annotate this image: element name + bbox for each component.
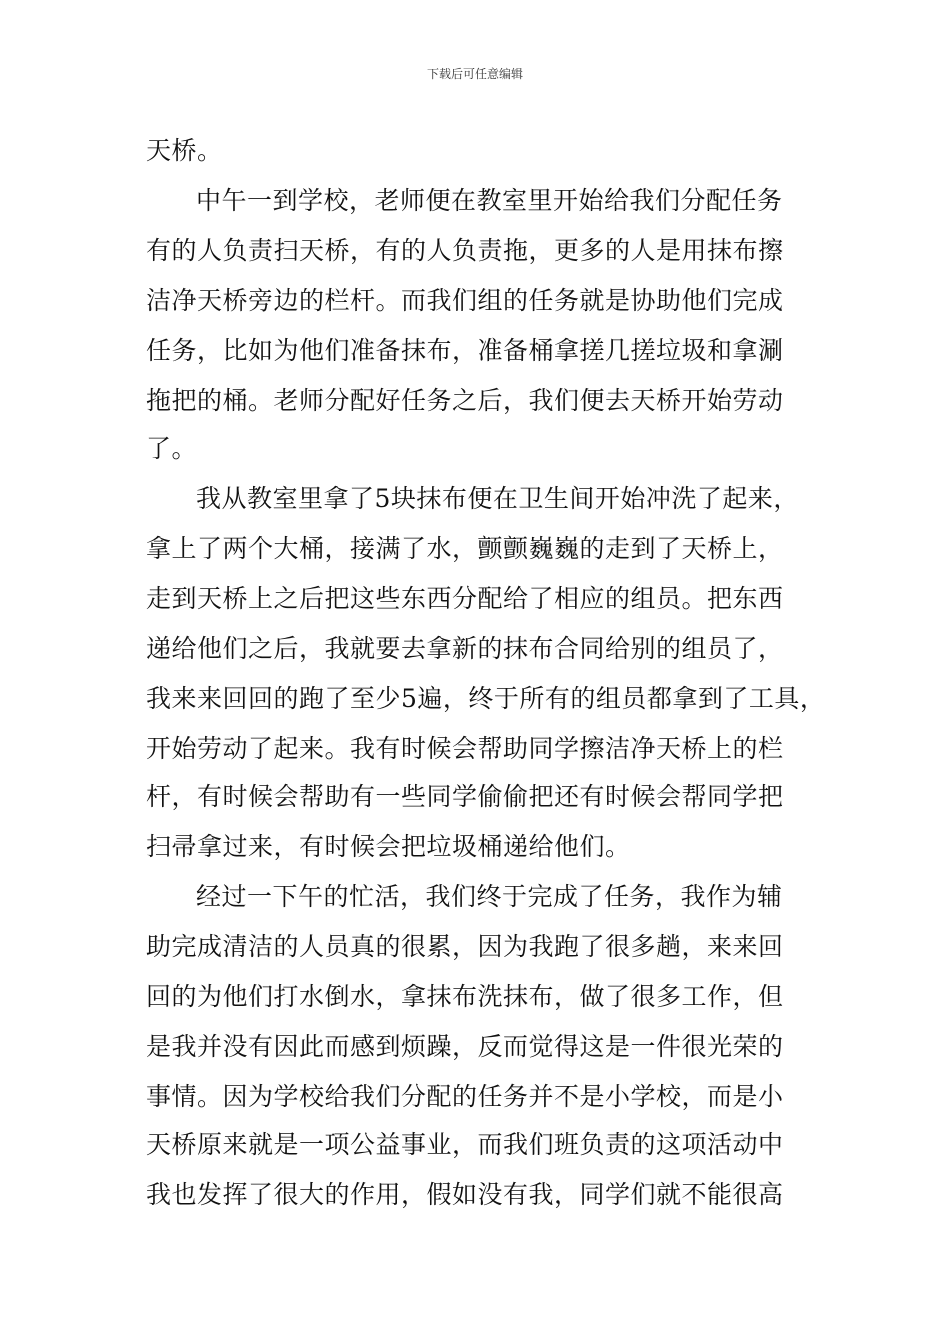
page-header: 下载后可任意编辑 <box>426 67 523 81</box>
text-line: 我来来回回的跑了至少5遍，终于所有的组员都拿到了工具， <box>146 684 826 713</box>
paragraph-first-line: 我从教室里拿了5块抹布便在卫生间开始冲洗了起来， <box>196 484 799 513</box>
text-line: 回的为他们打水倒水，拿抹布洗抹布，做了很多工作，但 <box>146 982 784 1011</box>
text-line: 拿上了两个大桶，接满了水，颤颤巍巍的走到了天桥上， <box>146 534 784 563</box>
text-line: 天桥原来就是一项公益事业，而我们班负责的这项活动中 <box>146 1130 784 1159</box>
text-line: 拖把的桶。老师分配好任务之后，我们便去天桥开始劳动 <box>146 386 784 415</box>
text-line: 天桥。 <box>146 136 223 165</box>
text-line: 递给他们之后，我就要去拿新的抹布合同给别的组员了， <box>146 634 784 663</box>
text-line: 助完成清洁的人员真的很累，因为我跑了很多趟，来来回 <box>146 932 784 961</box>
text-line: 我也发挥了很大的作用，假如没有我，同学们就不能很高 <box>146 1180 784 1209</box>
text-line: 是我并没有因此而感到烦躁，反而觉得这是一件很光荣的 <box>146 1032 784 1061</box>
text-line: 任务，比如为他们准备抹布，准备桶拿搓几搓垃圾和拿涮 <box>146 336 784 365</box>
text-line: 事情。因为学校给我们分配的任务并不是小学校，而是小 <box>146 1082 784 1111</box>
text-line: 扫帚拿过来，有时候会把垃圾桶递给他们。 <box>146 832 631 861</box>
paragraph-first-line: 经过一下午的忙活，我们终于完成了任务，我作为辅 <box>196 882 783 911</box>
paragraph-first-line: 中午一到学校，老师便在教室里开始给我们分配任务 <box>196 186 783 215</box>
text-line: 洁净天桥旁边的栏杆。而我们组的任务就是协助他们完成 <box>146 286 784 315</box>
text-line: 有的人负责扫天桥，有的人负责拖，更多的人是用抹布擦 <box>146 236 784 265</box>
text-line: 开始劳动了起来。我有时候会帮助同学擦洁净天桥上的栏 <box>146 734 784 763</box>
text-line: 走到天桥上之后把这些东西分配给了相应的组员。把东西 <box>146 584 784 613</box>
text-line: 杆，有时候会帮助有一些同学偷偷把还有时候会帮同学把 <box>146 782 784 811</box>
text-line: 了。 <box>146 434 198 463</box>
